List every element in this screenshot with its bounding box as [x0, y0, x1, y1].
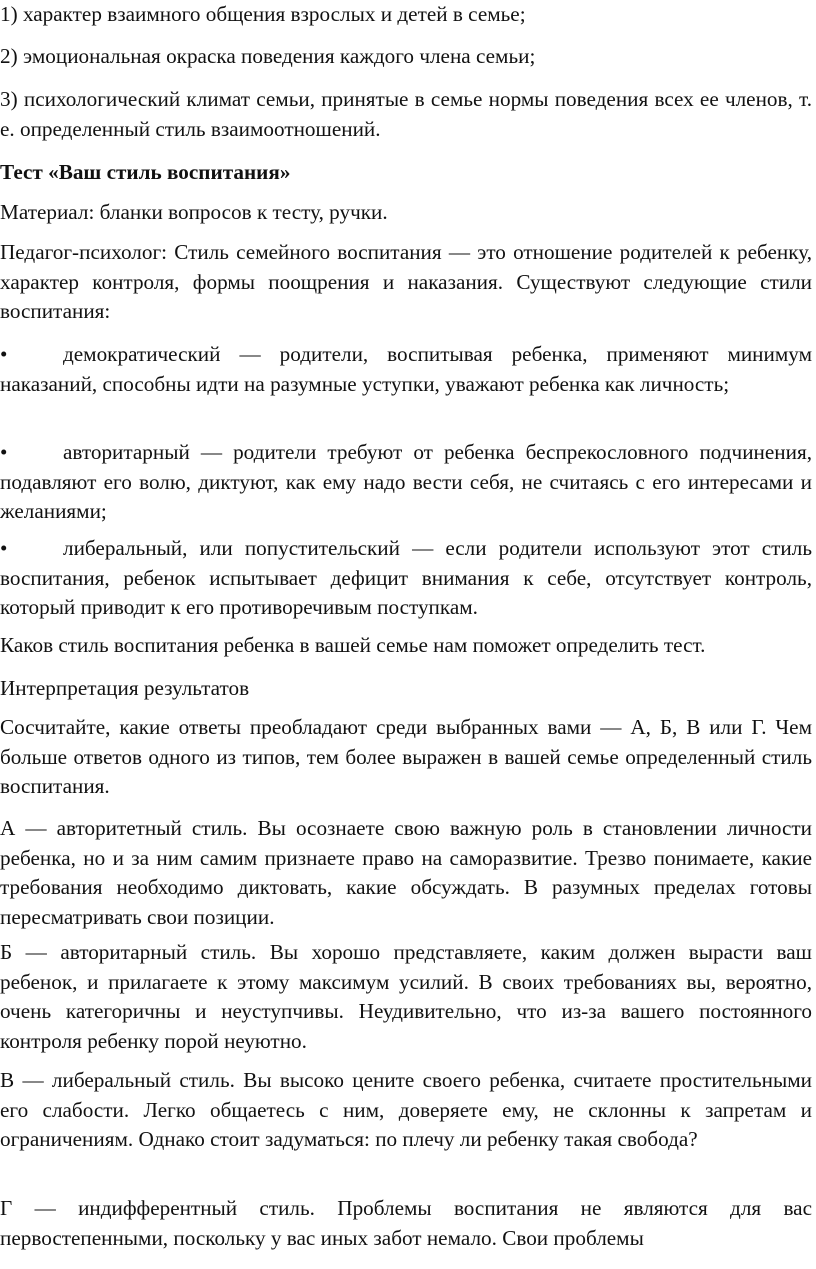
list-item-3: 3) психологический климат семьи, принятые в семье нормы поведения всех ее членов, т. е. определенный стиль взаимоотношений.	[0, 87, 812, 141]
interpretation-heading: Интерпретация результатов	[0, 676, 250, 700]
psychologist-intro: Педагог-психолог: Стиль семейного воспитания — это отношение родителей к ребенку, характер контроля, формы поощрения и наказания. Существуют следующие стили воспитания:	[0, 240, 812, 323]
bullet-text: авторитарный — родители требуют от ребенка беспрекословного подчинения, подавляют его волю, диктуют, как ему надо вести себя, не считаясь с его интересами и желаниями;	[0, 440, 812, 523]
result-g-indifferent: Г — индифферентный стиль. Проблемы воспитания не являются для вас первостепенными, поскольку у вас иных забот немало. Свои проблемы	[0, 1196, 812, 1250]
section-heading-test: Тест «Ваш стиль воспитания»	[0, 160, 291, 184]
result-a-authoritative: А — авторитетный стиль. Вы осознаете свою важную роль в становлении личности ребенка, но и за ним самим признаете право на саморазвитие. Трезво понимаете, какие требования необходимо диктовать, какие обсуждать. В разумных пределах готовы пересматривать свои позиции.	[0, 816, 812, 929]
materials-line: Материал: бланки вопросов к тесту, ручки.	[0, 200, 388, 224]
list-item-1: 1) характер взаимного общения взрослых и детей в семье;	[0, 2, 526, 26]
bullet-text: демократический — родители, воспитывая ребенка, применяют минимум наказаний, способны идти на разумные уступки, уважают ребенка как личность;	[0, 342, 812, 396]
bullet-icon: •	[0, 342, 8, 366]
bullet-text: либеральный, или попустительский — если родители используют этот стиль воспитания, ребенок испытывает дефицит внимания к себе, отсутствует контроль, который приводит к его противоречивым поступкам.	[0, 536, 812, 619]
result-v-liberal: В — либеральный стиль. Вы высоко цените своего ребенка, считаете простительными его слабости. Легко общаетесь с ним, доверяете ему, не склонны к запретам и ограничениям. Однако стоит задуматься: по плечу ли ребенку такая свобода?	[0, 1068, 812, 1151]
test-purpose-line: Каков стиль воспитания ребенка в вашей семье нам поможет определить тест.	[0, 633, 706, 657]
bullet-authoritarian	[0, 438, 812, 527]
bullet-democratic	[0, 340, 812, 399]
result-b-authoritarian: Б — авторитарный стиль. Вы хорошо представляете, каким должен вырасти ваш ребенок, и прилагаете к этому максимум усилий. В своих требованиях вы, вероятно, очень категоричны и неуступчивы. Неудивительно, что из-за вашего постоянного контроля ребенку порой неуютно.	[0, 940, 812, 1053]
interpretation-instructions: Сосчитайте, какие ответы преобладают среди выбранных вами — А, Б, В или Г. Чем больше ответов одного из типов, тем более выражен в вашей семье определенный стиль воспитания.	[0, 715, 812, 798]
bullet-icon: •	[0, 440, 8, 464]
list-item-2: 2) эмоциональная окраска поведения каждого члена семьи;	[0, 44, 536, 68]
bullet-liberal	[0, 534, 812, 623]
bullet-icon: •	[0, 536, 8, 560]
